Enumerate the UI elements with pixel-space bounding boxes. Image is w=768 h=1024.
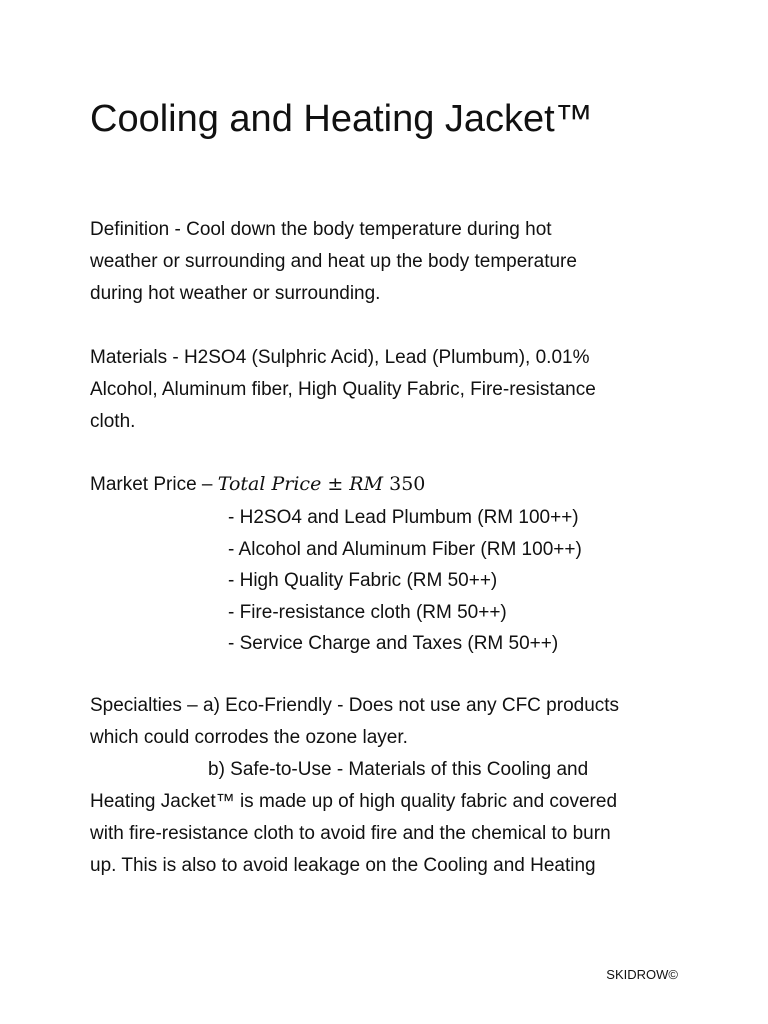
specialties-line: b) Safe-to-Use - Materials of this Cooling and bbox=[208, 759, 589, 780]
materials-line: Materials - H2SO4 (Sulphric Acid), Lead (Plumbum), 0.01% bbox=[90, 347, 590, 368]
price-formula-text: Total Price ± RM bbox=[217, 473, 390, 495]
specialties-line: Heating Jacket™ is made up of high quality fabric and covered bbox=[90, 791, 618, 812]
materials-line: Alcohol, Aluminum fiber, High Quality Fabric, Fire-resistance bbox=[90, 379, 596, 400]
document-title: Cooling and Heating Jacket™ bbox=[90, 98, 593, 140]
definition-paragraph bbox=[90, 214, 680, 310]
market-price-label: Market Price – bbox=[90, 474, 218, 495]
specialties-line: up. This is also to avoid leakage on the Cooling and Heating bbox=[90, 855, 596, 876]
price-breakdown-item: - Service Charge and Taxes (RM 50++) bbox=[228, 633, 559, 654]
definition-line: Definition - Cool down the body temperature during hot bbox=[90, 219, 552, 240]
footer-signature: SKIDROW© bbox=[606, 967, 678, 982]
market-price-line bbox=[90, 468, 680, 501]
price-breakdown-item: - High Quality Fabric (RM 50++) bbox=[228, 570, 498, 591]
specialties-line: with fire-resistance cloth to avoid fire and the chemical to burn bbox=[90, 823, 611, 844]
price-breakdown-item: - H2SO4 and Lead Plumbum (RM 100++) bbox=[228, 507, 579, 528]
price-formula-value: 350 bbox=[389, 473, 426, 495]
definition-line: weather or surrounding and heat up the body temperature bbox=[90, 251, 577, 272]
definition-line: during hot weather or surrounding. bbox=[90, 283, 381, 304]
specialties-line: which could corrodes the ozone layer. bbox=[90, 727, 408, 748]
materials-line: cloth. bbox=[90, 411, 136, 432]
price-breakdown-item: - Fire-resistance cloth (RM 50++) bbox=[228, 601, 507, 623]
specialties-line: Specialties – a) Eco-Friendly - Does not use any CFC products bbox=[90, 695, 620, 716]
materials-paragraph bbox=[90, 342, 680, 438]
price-breakdown-list bbox=[228, 502, 582, 660]
price-formula bbox=[218, 473, 426, 495]
specialties-paragraph bbox=[90, 690, 680, 882]
price-breakdown-item: - Alcohol and Aluminum Fiber (RM 100++) bbox=[228, 538, 582, 560]
